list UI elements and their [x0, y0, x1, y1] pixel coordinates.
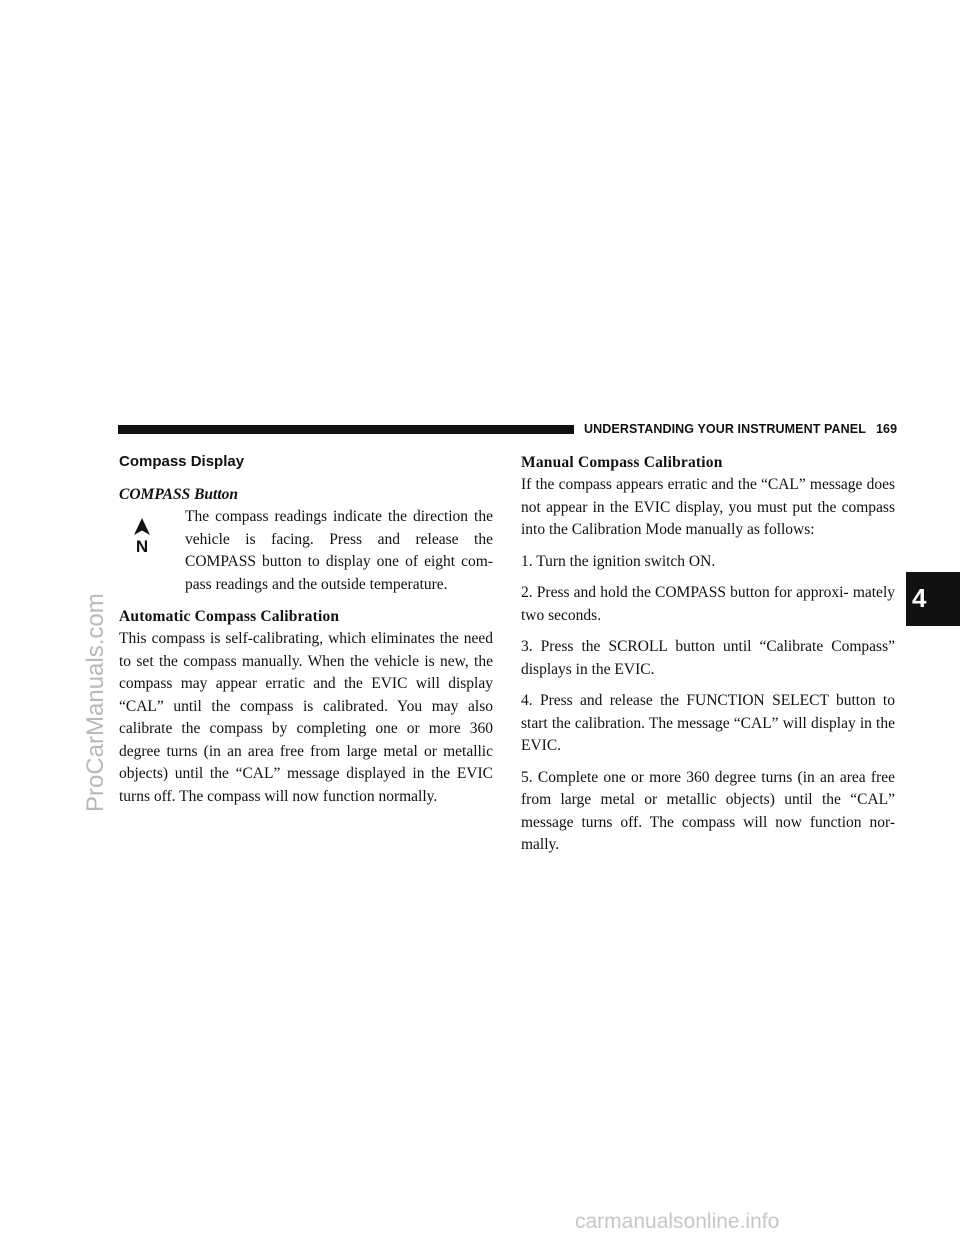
- side-watermark: ProCarManuals.com: [82, 593, 109, 812]
- calibration-step-3: 3. Press the SCROLL button until “Calibrate Compass” displays in the EVIC.: [521, 638, 895, 678]
- compass-button-subtitle: COMPASS Button: [119, 486, 239, 503]
- calibration-step-4: 4. Press and release the FUNCTION SELECT button to start the calibration. The message “CAL” will display in the EVIC.: [521, 692, 895, 754]
- manual-calibration-heading: Manual Compass Calibration: [521, 454, 723, 471]
- calibration-step-1: 1. Turn the ignition switch ON.: [521, 552, 716, 570]
- header-title: UNDERSTANDING YOUR INSTRUMENT PANEL: [584, 422, 866, 436]
- chapter-number: 4: [912, 583, 927, 613]
- header-rule: [118, 425, 574, 434]
- automatic-calibration-text: This compass is self-calibrating, which eliminates the need to set the compass manually. When the vehicle is new, the compass may appear erratic and the EVIC will display “CAL” until the compass is calibrated. You may also calibrate the compass by completing one or more 360 degree turns (in an area free from large metal or metallic objects) until the “CAL” message displayed in the EVIC turns off. The compass will now function normally.: [119, 630, 493, 805]
- section-title: Compass Display: [119, 453, 245, 470]
- compass-north-letter: N: [135, 537, 149, 554]
- calibration-step-2: 2. Press and hold the COMPASS button for approxi- mately two seconds.: [521, 584, 895, 624]
- compass-button-text: The compass readings indicate the direction the vehicle is facing. Press and release the COMPASS button to display one of eight com- pass readings and the outside temperature.: [185, 508, 493, 593]
- manual-calibration-intro: If the compass appears erratic and the “CAL” message does not appear in the EVIC display, you must put the compass into the Calibration Mode manually as follows:: [521, 476, 895, 538]
- chapter-tab: [906, 572, 960, 626]
- left-column: [119, 452, 493, 808]
- compass-north-icon: [123, 516, 161, 554]
- bottom-watermark: carmanualsonline.info: [575, 1210, 780, 1233]
- compass-button-block: [119, 506, 493, 596]
- running-header: [584, 422, 904, 436]
- automatic-calibration-heading: Automatic Compass Calibration: [119, 608, 340, 625]
- page-number: 169: [875, 422, 898, 436]
- calibration-step-5: 5. Complete one or more 360 degree turns (in an area free from large metal or metallic objects) until the “CAL” message turns off. The compass will now function nor- mally.: [521, 768, 895, 853]
- right-column: [521, 452, 895, 857]
